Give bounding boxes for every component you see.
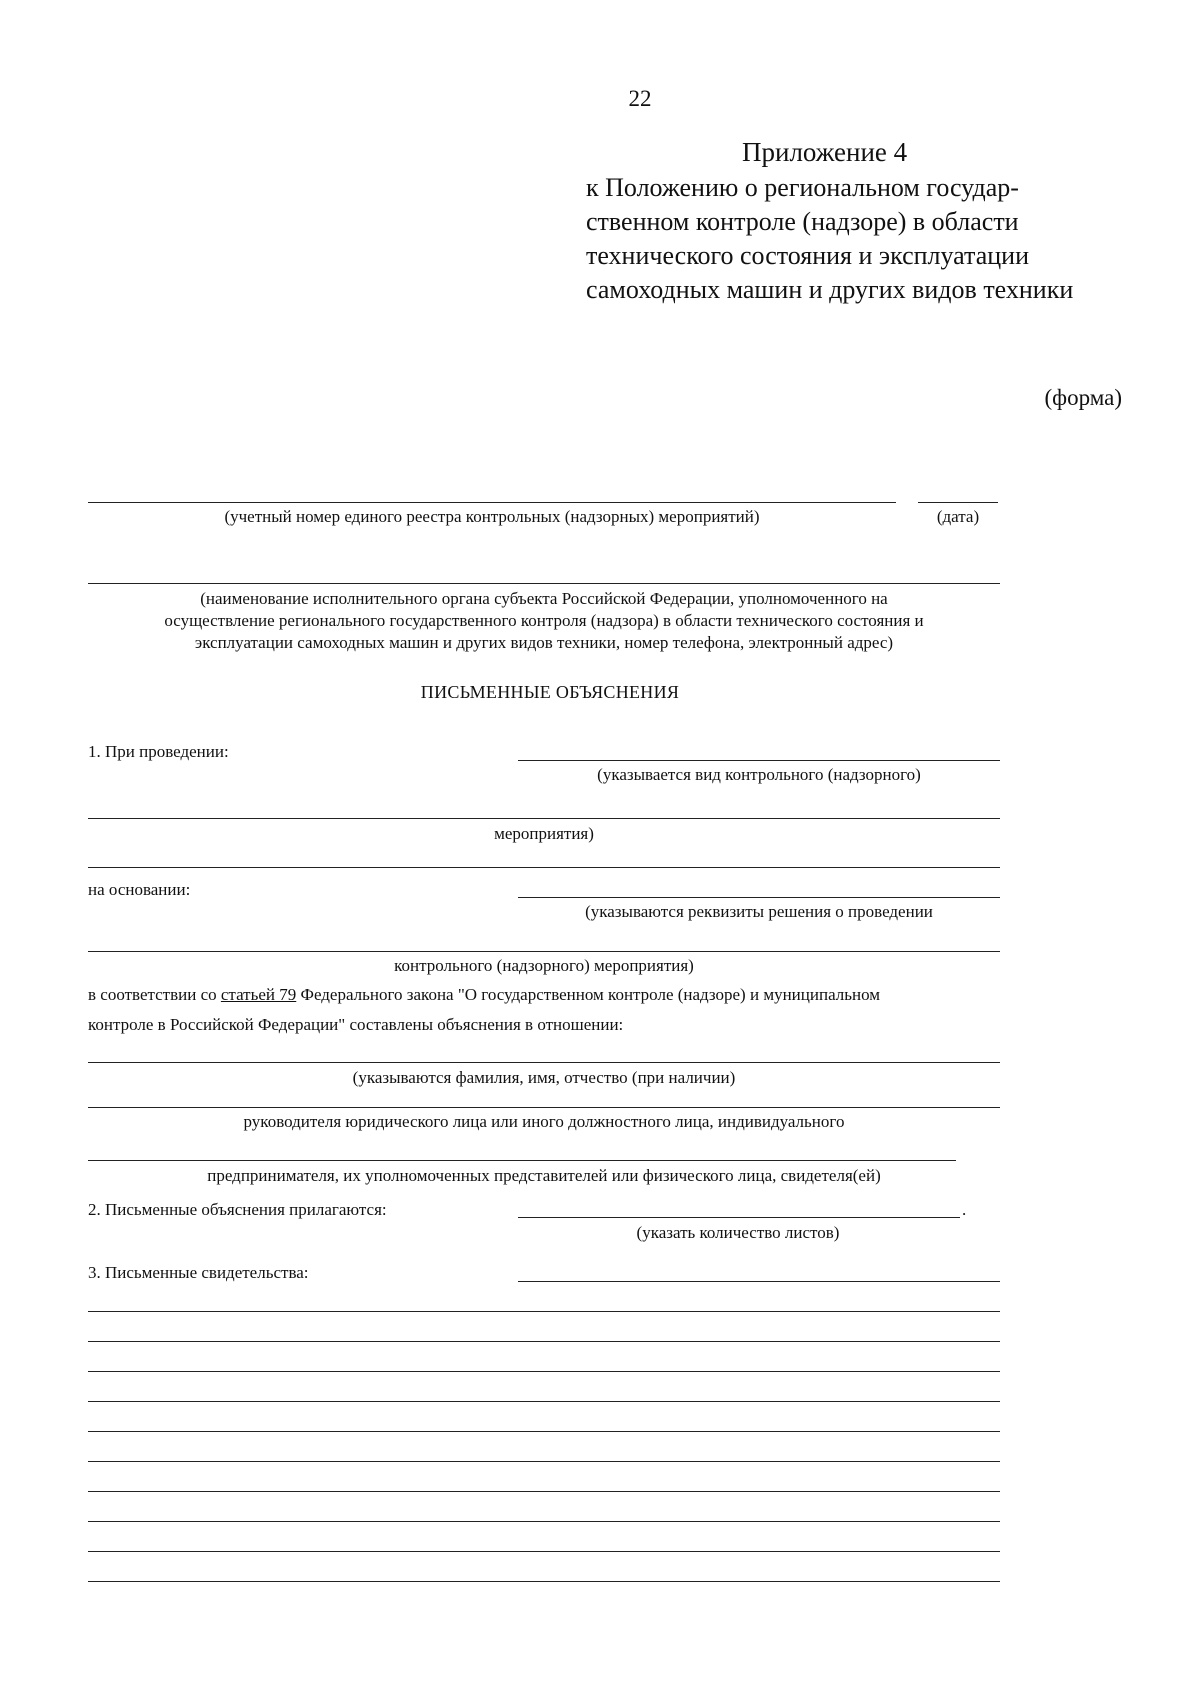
item3-label: 3. Письменные свидетельства:: [88, 1263, 309, 1282]
date-caption: (дата): [936, 507, 980, 526]
decision-details-field-2[interactable]: [88, 951, 1000, 952]
registry-number-caption: (учетный номер единого реестра контрольных (надзорных) мероприятий): [224, 507, 760, 526]
separator-line[interactable]: [88, 867, 1000, 868]
inspection-type-field[interactable]: [518, 760, 1000, 761]
law-reference-line-1: в соответствии со статьей 79 Федерального закона "О государственном контроле (надзоре) и муниципальном: [88, 985, 881, 1004]
testimony-line[interactable]: [88, 1581, 1000, 1582]
document-heading: ПИСЬМЕННЫЕ ОБЪЯСНЕНИЯ: [420, 682, 680, 702]
authority-field[interactable]: [88, 583, 1000, 584]
appendix-line: технического состояния и эксплуатации: [586, 241, 1029, 270]
basis-label: на основании:: [88, 880, 191, 899]
person-name-caption: (указываются фамилия, имя, отчество (при наличии): [352, 1068, 736, 1087]
appendix-line: самоходных машин и других видов техники: [586, 275, 1074, 304]
item2-label: 2. Письменные объяснения прилагаются:: [88, 1200, 387, 1219]
person-role-field-2[interactable]: [88, 1160, 956, 1161]
date-field[interactable]: [918, 502, 998, 503]
testimony-line[interactable]: [88, 1401, 1000, 1402]
person-role-field[interactable]: [88, 1107, 1000, 1108]
authority-caption-3: эксплуатации самоходных машин и других видов техники, номер телефона, электронный адрес): [194, 633, 894, 652]
registry-number-field[interactable]: [88, 502, 896, 503]
form-label: (форма): [1044, 385, 1122, 410]
item1-label: 1. При проведении:: [88, 742, 229, 761]
testimony-line[interactable]: [88, 1551, 1000, 1552]
appendix-line: ственном контроле (надзоре) в области: [586, 207, 1019, 236]
person-name-field[interactable]: [88, 1062, 1000, 1063]
law-article-link[interactable]: статьей 79: [220, 985, 297, 1004]
appendix-line: к Положению о региональном государ-: [586, 173, 1019, 202]
testimony-line[interactable]: [88, 1521, 1000, 1522]
page-number: 22: [628, 86, 652, 111]
sheet-count-caption: (указать количество листов): [636, 1223, 840, 1242]
testimony-line[interactable]: [88, 1461, 1000, 1462]
authority-caption-1: (наименование исполнительного органа субъекта Российской Федерации, уполномоченного на: [200, 589, 888, 608]
testimony-line[interactable]: [88, 1431, 1000, 1432]
law-reference-line-2: контроле в Российской Федерации" составлены объяснения в отношении:: [88, 1015, 624, 1034]
person-role-caption-2: предпринимателя, их уполномоченных представителей или физического лица, свидетеля(ей): [207, 1166, 881, 1185]
testimony-line[interactable]: [88, 1371, 1000, 1372]
sheet-count-trailing-dot: .: [962, 1200, 967, 1219]
testimony-line[interactable]: [88, 1341, 1000, 1342]
decision-details-caption-2: контрольного (надзорного) мероприятия): [394, 956, 694, 975]
appendix-body: [586, 171, 1146, 307]
testimony-field[interactable]: [518, 1281, 1000, 1282]
appendix-title: Приложение 4: [742, 137, 908, 167]
inspection-type-caption: (указывается вид контрольного (надзорного): [597, 765, 921, 784]
testimony-line[interactable]: [88, 1491, 1000, 1492]
authority-caption-2: осуществление регионального государственного контроля (надзора) в области технического состояния и: [164, 611, 924, 630]
decision-details-caption: (указываются реквизиты решения о проведении: [585, 902, 933, 921]
testimony-line[interactable]: [88, 1311, 1000, 1312]
decision-details-field[interactable]: [518, 897, 1000, 898]
person-role-caption: руководителя юридического лица или иного должностного лица, индивидуального: [243, 1112, 845, 1131]
inspection-type-field-2[interactable]: [88, 818, 1000, 819]
sheet-count-field[interactable]: [518, 1217, 960, 1218]
inspection-type-caption-2: мероприятия): [494, 824, 594, 843]
